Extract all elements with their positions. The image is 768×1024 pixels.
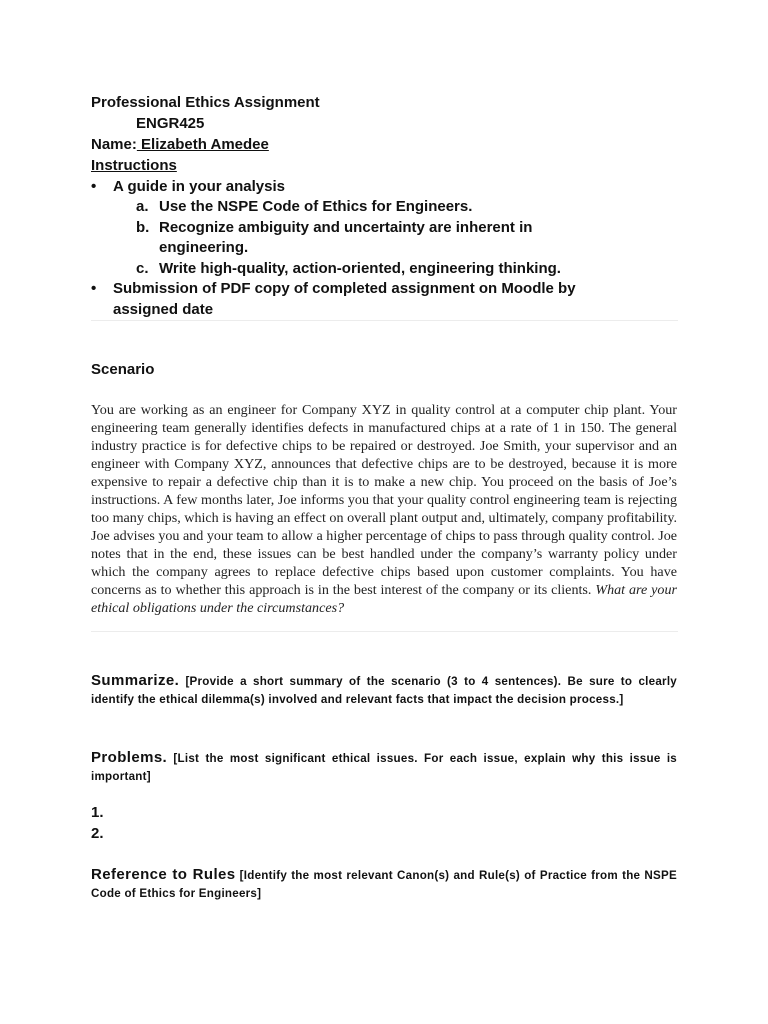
- problem-item-2: 2.: [91, 825, 104, 842]
- scenario-heading: Scenario: [91, 361, 155, 378]
- instruction-item-c: Write high-quality, action-oriented, engineering thinking.: [159, 260, 561, 277]
- name-label: Name:: [91, 136, 137, 153]
- reference-heading: Reference to Rules: [91, 866, 236, 883]
- problems-section: [91, 749, 677, 786]
- instruction-bullet-1: A guide in your analysis: [113, 178, 285, 195]
- reference-section: [91, 866, 677, 903]
- bullet-glyph: •: [91, 280, 97, 297]
- reference-text: [Identify the most relevant Canon(s) and Rule(s) of Practice from the NSPE Code of Ethics for Engineers]: [91, 869, 677, 900]
- instruction-item-b-marker: b.: [136, 219, 150, 236]
- instructions-heading: Instructions: [91, 157, 177, 174]
- problems-text: [List the most significant ethical issues. For each issue, explain why this issue is important]: [91, 752, 677, 783]
- instruction-item-a: Use the NSPE Code of Ethics for Engineers.: [159, 198, 473, 215]
- section-divider: [91, 320, 678, 321]
- student-name-line: [91, 136, 269, 153]
- scenario-body: [91, 401, 677, 617]
- problem-item-1: 1.: [91, 804, 104, 821]
- instruction-bullet-2-line2: assigned date: [113, 301, 214, 318]
- scenario-text: You are working as an engineer for Company XYZ in quality control at a computer chip plant. Your engineering team generally identifies defects in manufactured chips at a rate of 1 in 150. The general industry practice is for defective chips to be repaired or destroyed. Joe Smith, your supervisor and an engineer with Company XYZ, announces that defective chips are to be destroyed, because it is more expensive to repair a defective chip than it is to make a new chip. You proceed on the basis of Joe’s instructions. A few months later, Joe informs you that your quality control engineering team is rejecting too many chips, which is having an effect on overall plant output and, ultimately, company profitability. Joe advises you and your team to allow a higher percentage of chips to pass through quality control. Joe notes that in the end, these issues can be best handled under the company’s warranty policy under which the company agrees to replace defective chips based upon customer complaints. You have concerns as to whether this approach is in the best interest of the company or its clients.: [91, 402, 677, 598]
- summarize-text: [Provide a short summary of the scenario (3 to 4 sentences). Be sure to clearly identify the ethical dilemma(s) involved and relevant facts that impact the decision process.]: [91, 675, 677, 706]
- instruction-item-b-line1: Recognize ambiguity and uncertainty are inherent in: [159, 219, 533, 236]
- instruction-item-b-line2: engineering.: [159, 239, 249, 256]
- section-divider: [91, 631, 678, 632]
- course-code: ENGR425: [136, 115, 205, 132]
- instruction-item-c-marker: c.: [136, 260, 149, 277]
- instruction-bullet-2-line1: Submission of PDF copy of completed assignment on Moodle by: [113, 280, 576, 297]
- problems-heading: Problems.: [91, 749, 168, 766]
- instruction-item-a-marker: a.: [136, 198, 149, 215]
- document-title: Professional Ethics Assignment: [91, 94, 320, 111]
- bullet-glyph: •: [91, 178, 97, 195]
- summarize-heading: Summarize.: [91, 672, 180, 689]
- summarize-section: [91, 672, 677, 709]
- student-name: Elizabeth Amedee: [136, 136, 269, 153]
- scenario-question: What are your ethical obligations under the circumstances?: [91, 582, 677, 616]
